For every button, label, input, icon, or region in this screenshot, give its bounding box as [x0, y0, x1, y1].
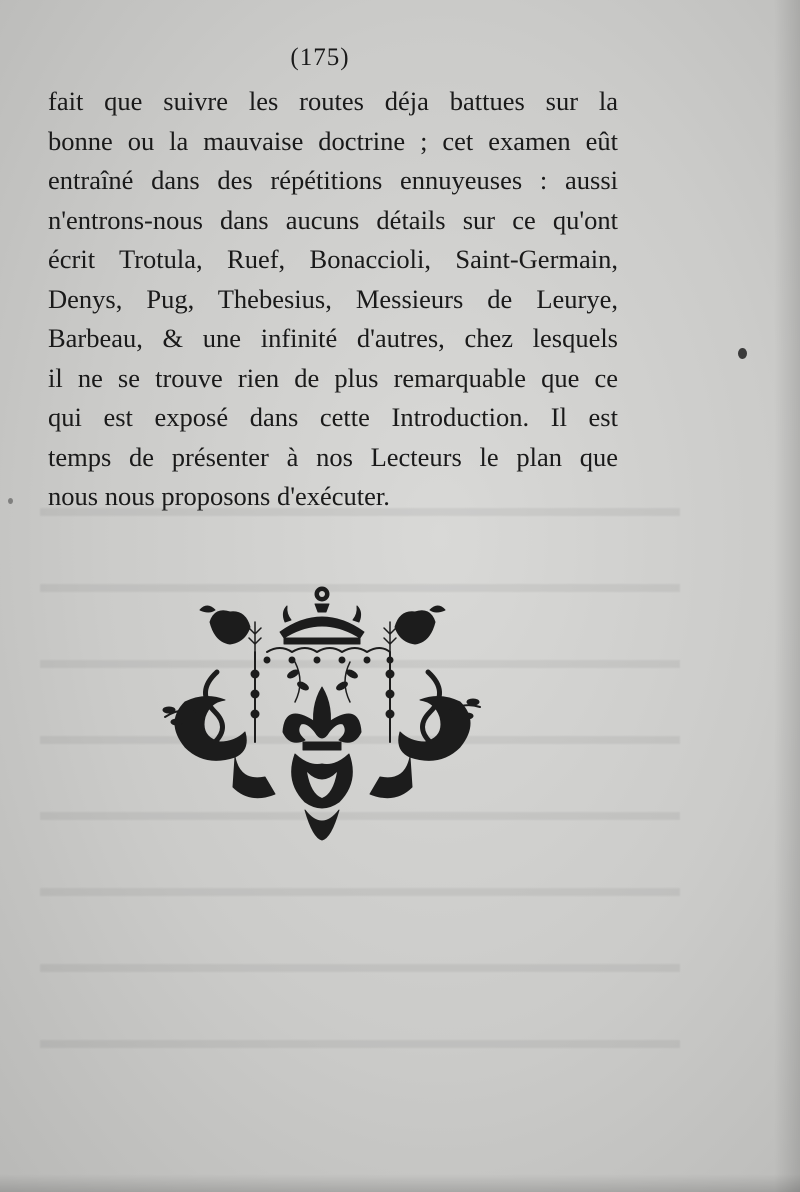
text-line: Denys, Pug, Thebesius, Messieurs de Leurye, [48, 283, 618, 314]
fleur-de-lis-vignette-icon [155, 582, 490, 850]
page-bottom-shadow [0, 1174, 800, 1192]
text-line: écrit Trotula, Ruef, Bonaccioli, Saint-Germain, [48, 244, 618, 274]
text-line: n'entrons-nous dans aucuns détails sur ce qu'ont [48, 204, 618, 235]
text-line: fait que suivre les routes déja battues sur la [48, 86, 618, 116]
ink-speck [738, 348, 747, 359]
text-line: nous nous proposons d'exécuter. [48, 481, 390, 511]
ink-speck [8, 498, 13, 504]
text-line: Barbeau, & une infinité d'autres, chez lesquels [48, 323, 618, 353]
text-line: bonne ou la mauvaise doctrine ; cet examen eût [48, 125, 618, 156]
page-edge-shadow [774, 0, 800, 1192]
text-line: qui est exposé dans cette Introduction. Il est [48, 402, 618, 432]
text-line: entraîné dans des répétitions ennuyeuses : aussi [48, 165, 618, 195]
page-number: (175) [290, 44, 350, 71]
text-line: temps de présenter à nos Lecteurs le plan que [48, 441, 618, 472]
text-line: il ne se trouve rien de plus remarquable que ce [48, 362, 618, 393]
body-text [48, 82, 618, 517]
